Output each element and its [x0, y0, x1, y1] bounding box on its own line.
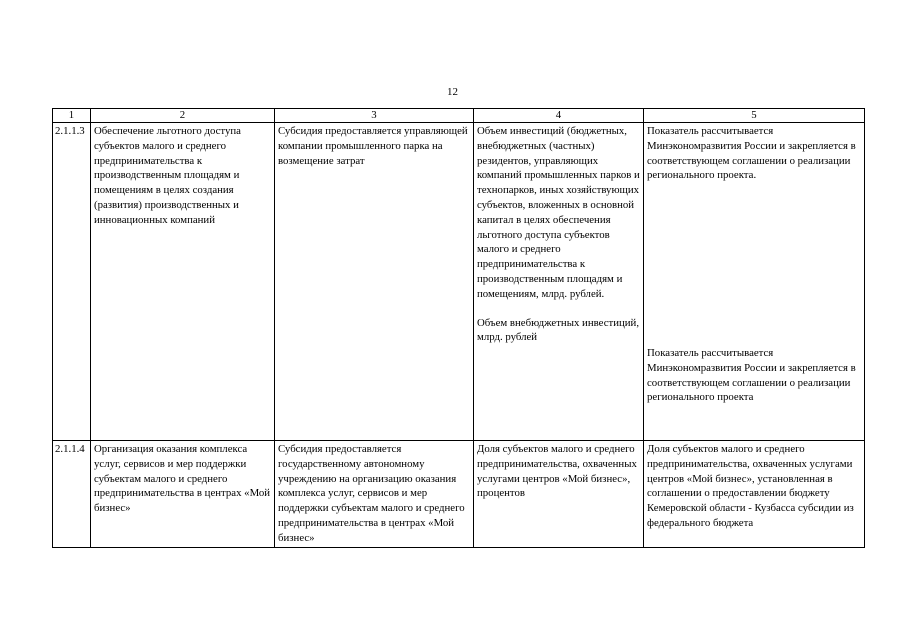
method-text: Показатель рассчитывается Минэкономразвития России и закрепляется в соответствующем соглашении о реализации регионального проекта. [647, 125, 856, 182]
header-row [53, 109, 865, 123]
indicator-cell [474, 123, 644, 441]
mechanism-cell: Субсидия предоставляется управляющей компании промышленного парка на возмещение затрат [275, 123, 474, 441]
header-cell-3: 3 [275, 109, 474, 123]
table-row [53, 441, 865, 548]
measures-table [52, 108, 865, 548]
method-cell: Доля субъектов малого и среднего предпринимательства, охваченных услугами центров «Мой бизнес», установленная в соглашении о предоставлении бюджету Кемеровской области - Кузбасса субсидии из федерального бюджета [644, 441, 865, 548]
header-cell-5: 5 [644, 109, 865, 123]
page-number: 12 [447, 86, 458, 98]
measure-cell: Обеспечение льготного доступа субъектов малого и среднего предпринимательства к производственным площадям и помещениям в целях создания (развития) производственных и инновационных компаний [91, 123, 275, 441]
method-text: Показатель рассчитывается Минэкономразвития России и закрепляется в соответствующем соглашении о реализации регионального проекта [647, 347, 856, 404]
mechanism-cell: Субсидия предоставляется государственному автономному учреждению на организацию оказания комплекса услуг, сервисов и мер поддержки субъектам малого и среднего предпринимательства в центрах «Мой бизнес» [275, 441, 474, 548]
method-cell [644, 123, 865, 441]
indicator-text: Объем внебюджетных инвестиций, млрд. рублей [477, 316, 640, 344]
header-cell-2: 2 [91, 109, 275, 123]
row-number: 2.1.1.3 [53, 123, 91, 441]
header-cell-4: 4 [474, 109, 644, 123]
table-row [53, 123, 865, 441]
measure-cell: Организация оказания комплекса услуг, сервисов и мер поддержки субъектам малого и среднего предпринимательства в центрах «Мой бизнес» [91, 441, 275, 548]
header-cell-1: 1 [53, 109, 91, 123]
indicator-cell: Доля субъектов малого и среднего предпринимательства, охваченных услугами центров «Мой бизнес», процентов [474, 441, 644, 548]
row-number: 2.1.1.4 [53, 441, 91, 548]
indicator-text: Объем инвестиций (бюджетных, внебюджетных (частных) резидентов, управляющих компаний промышленных парков и технопарков, иных хозяйствующих субъектов, вложенных в основной капитал в целях обеспечения льготного доступа субъектов малого и среднего предпринимательства к производственным площадям и помещениям, млрд. рублей. [477, 125, 640, 300]
